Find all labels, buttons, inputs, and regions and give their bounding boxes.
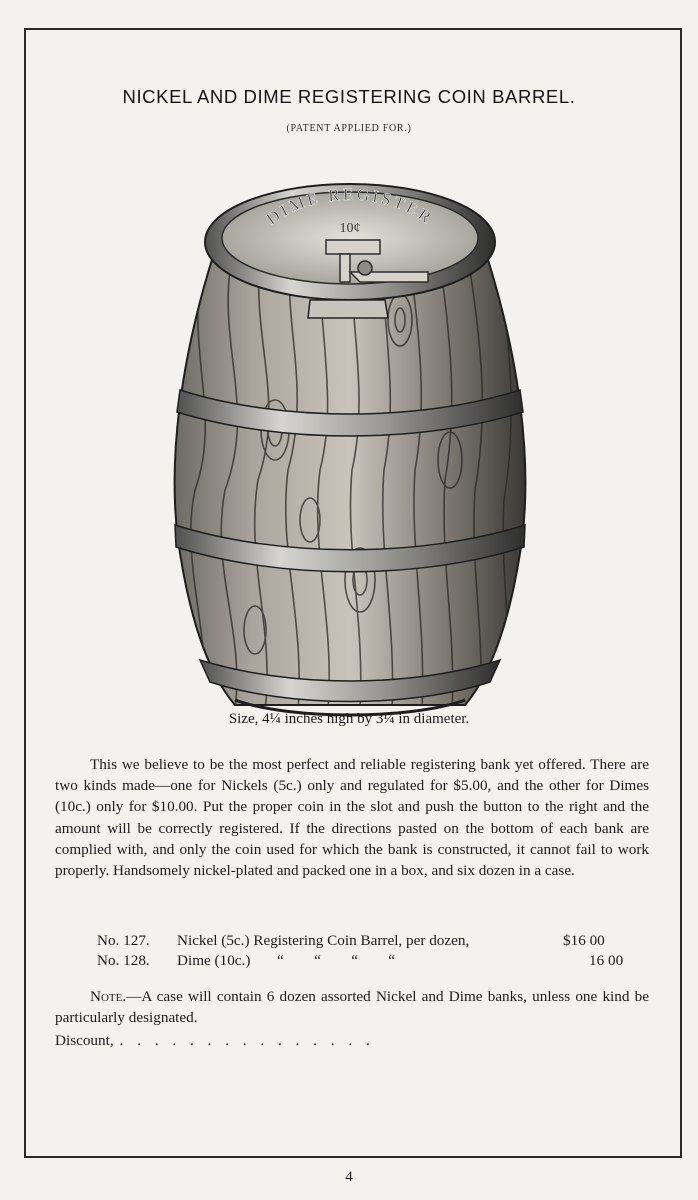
size-caption: Size, 4¼ inches high by 3¼ in diameter. (228, 711, 470, 727)
item-description: Nickel (5c.) Registering Coin Barrel, per dozen, (177, 932, 470, 949)
item-number: No. 127. (97, 932, 150, 949)
product-description: This we believe to be the most perfect and reliable registering bank yet offered. There are two kinds made—one for Nickels (5c.) only and regulated for $5.00, and the other for Dimes (10c.) only for $10.00. Put the proper coin in the slot and push the button to the right and the amount will be correctly registered. If the directions pasted on the bottom of each bank are complied with, and only the coin used for which the bank is constructed, it cannot fail to work properly. Handsomely nickel-plated and packed one in a box, and six dozen in a case. (55, 756, 649, 880)
page-title: NICKEL AND DIME REGISTERING COIN BARREL. (122, 86, 576, 107)
discount-leader-dots: . . . . . . . . . . . . . . . (119, 1032, 375, 1049)
note-text: —A case will contain 6 dozen assorted Nickel and Dime banks, unless one kind be particularly designated. (55, 988, 649, 1026)
page-number: 4 (345, 1169, 353, 1185)
note-paragraph (55, 986, 649, 1028)
lid-lettering: DIME REGISTER (262, 184, 438, 229)
item-price: $16 00 (563, 932, 605, 949)
note-label: Note. (90, 988, 127, 1005)
item-description: Dime (10c.) “ “ “ “ (177, 952, 396, 969)
discount-label: Discount, (55, 1032, 114, 1049)
item-price: 16 00 (589, 952, 624, 969)
coin-slot-tab (308, 300, 388, 318)
barrel-illustration (160, 160, 540, 720)
barrel-image (160, 160, 540, 720)
item-number: No. 128. (97, 952, 150, 969)
discount-line (55, 1032, 375, 1050)
patent-subtitle: (PATENT APPLIED FOR.) (286, 123, 412, 134)
lid-value: 10¢ (339, 221, 361, 236)
